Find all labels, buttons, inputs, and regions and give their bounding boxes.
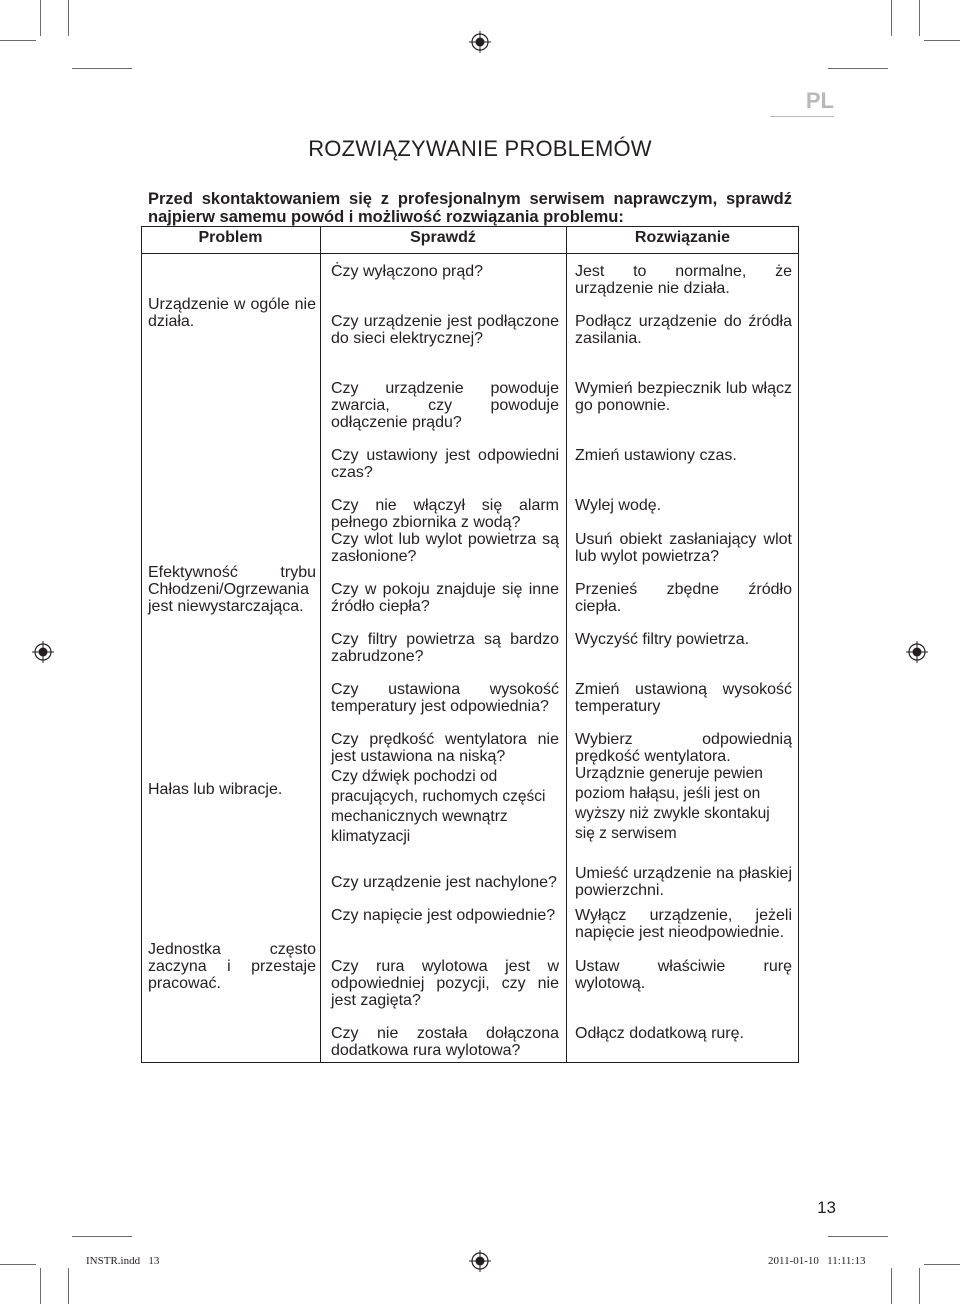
language-tag: PL [770, 88, 834, 117]
check-cell: Czy nie włączył się alarm pełnego zbiornika z wodą? [331, 497, 559, 531]
check-cell: Czy urządzenie powoduje zwarcia, czy powoduje odłączenie prądu? [331, 380, 559, 431]
solution-cell: Wylej wodę. [575, 497, 662, 514]
crop-mark [72, 68, 132, 69]
crop-mark [891, 1268, 892, 1304]
footer-timestamp: 2011-01-10 11:11:13 [768, 1255, 866, 1267]
solution-cell: Usuń obiekt zasłaniający wlot lub wylot powietrza? [575, 531, 792, 565]
solution-cell: Wybierz odpowiednią prędkość wentylatora. [575, 731, 792, 765]
table-column-divider [566, 226, 567, 1063]
crop-mark [72, 1236, 132, 1237]
footer-file-info: INSTR.indd 13 [86, 1255, 160, 1267]
problem-cell: Urządzenie w ogóle nie działa. [148, 296, 316, 330]
registration-mark-icon [469, 31, 491, 53]
problem-cell: Hałas lub wibracje. [148, 781, 283, 798]
check-cell: Czy napięcie jest odpowiednie? [331, 907, 556, 924]
crop-mark [924, 1264, 960, 1265]
column-header-solution: Rozwiązanie [634, 229, 731, 246]
crop-mark [0, 40, 36, 41]
solution-cell: Ustaw właściwie rurę wylotową. [575, 958, 792, 992]
problem-cell: Jednostka często zaczyna i przestaje pracować. [148, 941, 316, 992]
solution-cell: Przenieś zbędne źródło ciepła. [575, 581, 792, 615]
column-header-problem: Problem [198, 229, 263, 246]
page-number: 13 [817, 1198, 836, 1217]
check-cell: Czy ustawiony jest odpowiedni czas? [331, 447, 559, 481]
registration-mark-icon [32, 641, 54, 663]
table-header-divider [141, 253, 799, 254]
check-cell: Czy w pokoju znajduje się inne źródło ciepła? [331, 581, 559, 615]
crop-mark [924, 40, 960, 41]
problem-cell: Efektywność trybu Chłodzeni/Ogrzewania jest niewystarczająca. [148, 564, 316, 615]
check-cell: Czy ustawiona wysokość temperatury jest odpowiednia? [331, 681, 559, 715]
check-cell: Czy prędkość wentylatora nie jest ustawiona na niską? [331, 731, 559, 765]
registration-mark-icon [906, 641, 928, 663]
registration-mark-icon [469, 1250, 491, 1272]
table-column-divider [320, 226, 321, 1063]
crop-mark [0, 1264, 36, 1265]
check-cell: Czy urządzenie jest podłączone do sieci elektrycznej? [331, 313, 559, 347]
solution-cell: Urządznie generuje pewien poziom hałąsu, jeśli jest on wyższy niż zwykle skontakuj się z serwisem [575, 765, 770, 842]
column-header-check: Sprawdź [410, 229, 476, 246]
crop-mark [40, 1268, 41, 1304]
crop-mark [919, 1268, 920, 1304]
check-cell: Czy rura wylotowa jest w odpowiedniej pozycji, czy nie jest zagięta? [331, 958, 559, 1009]
check-cell: Czy dźwięk pochodzi od pracujących, ruchomych części mechanicznych wewnątrz klimatyzacji [331, 768, 546, 845]
check-cell: Czy wlot lub wylot powietrza są zasłonione? [331, 531, 559, 565]
page-title: ROZWIĄZYWANIE PROBLEMÓW [308, 136, 652, 161]
check-cell: Czy urządzenie jest nachylone? [331, 874, 557, 891]
check-cell: Czy filtry powietrza są bardzo zabrudzone? [331, 631, 559, 665]
solution-cell: Zmień ustawiony czas. [575, 447, 737, 464]
crop-mark [68, 1268, 69, 1304]
crop-mark [68, 0, 69, 36]
crop-mark [919, 0, 920, 36]
solution-cell: Odłącz dodatkową rurę. [575, 1025, 744, 1042]
solution-cell: Wymień bezpiecznik lub włącz go ponownie. [575, 380, 792, 414]
solution-cell: Wyczyść filtry powietrza. [575, 631, 750, 648]
solution-cell: Wyłącz urządzenie, jeżeli napięcie jest nieodpowiednie. [575, 907, 792, 941]
solution-cell: Jest to normalne, że urządzenie nie działa. [575, 263, 792, 297]
solution-cell: Umieść urządzenie na płaskiej powierzchni. [575, 865, 792, 899]
solution-cell: Zmień ustawioną wysokość temperatury [575, 681, 792, 715]
crop-mark [828, 1236, 888, 1237]
crop-mark [828, 68, 888, 69]
crop-mark [891, 0, 892, 36]
intro-text: Przed skontaktowaniem się z profesjonalnym serwisem naprawczym, sprawdź najpierw samemu powód i możliwość rozwiązania problemu: [148, 190, 792, 226]
check-cell: Czy nie została dołączona dodatkowa rura wylotowa? [331, 1025, 559, 1059]
solution-cell: Podłącz urządzenie do źródła zasilania. [575, 313, 792, 347]
check-cell: Ċzy wyłączono prąd? [331, 263, 484, 280]
crop-mark [40, 0, 41, 36]
